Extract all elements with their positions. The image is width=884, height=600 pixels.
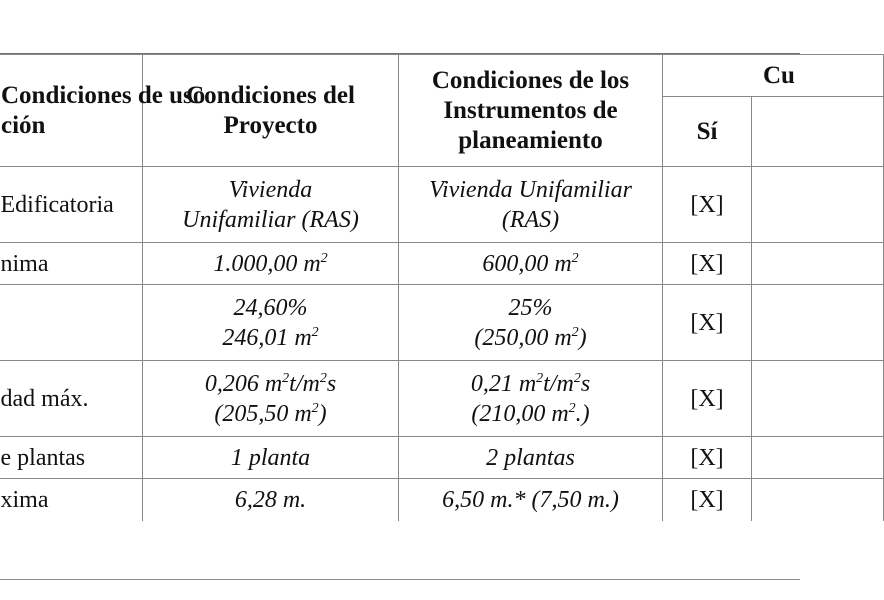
- header-instruments-line1: Condiciones de los: [431, 66, 630, 94]
- header-instruments-line3: planeamiento: [458, 126, 603, 154]
- project-line1: [147, 369, 394, 399]
- row-label-text: xima: [0, 486, 49, 513]
- value-text: t/m: [543, 370, 574, 397]
- instruments-line1: 25%: [508, 294, 553, 321]
- instruments-line1: Vivienda Unifamiliar: [429, 176, 632, 203]
- header-instruments-conditions: [399, 55, 663, 167]
- row-label-text: Edificatoria: [0, 191, 114, 218]
- check-no-cell: [752, 437, 884, 479]
- check-yes-cell: [X]: [663, 285, 752, 361]
- row-label: [0, 285, 143, 361]
- value-tail: s: [580, 370, 591, 397]
- check-yes-cell: [X]: [663, 437, 752, 479]
- check-no-cell: [752, 167, 884, 243]
- instruments-line2: (RAS): [501, 206, 560, 233]
- instruments-line2: [403, 399, 658, 429]
- instruments-cell: [399, 243, 663, 285]
- project-cell: [143, 243, 399, 285]
- superscript: 2: [311, 400, 319, 416]
- superscript: 2: [571, 250, 579, 266]
- value-tail: ): [578, 324, 587, 351]
- superscript: 2: [568, 400, 576, 416]
- value-text: 1.000,00 m: [213, 250, 321, 277]
- value-text: 0,206 m: [204, 370, 283, 397]
- row-label: [0, 437, 143, 479]
- project-cell: [143, 361, 399, 437]
- project-cell: [143, 167, 399, 243]
- row-label: [0, 479, 143, 521]
- value-text: 246,01 m: [222, 324, 312, 351]
- superscript: 2: [571, 324, 579, 340]
- header-project-line1: Condiciones del: [186, 81, 355, 109]
- check-yes-cell: [X]: [663, 243, 752, 285]
- check-yes-cell: [X]: [663, 479, 752, 521]
- check-no-cell: [752, 243, 884, 285]
- superscript: 2: [320, 250, 328, 266]
- project-line1: Vivienda: [228, 176, 313, 203]
- project-line2: [147, 399, 394, 429]
- value-tail: .): [575, 400, 590, 427]
- check-no-cell: [752, 285, 884, 361]
- row-label: [0, 167, 143, 243]
- value-text: (210,00 m: [471, 400, 569, 427]
- row-label-text: dad máx.: [0, 385, 89, 412]
- project-cell: [143, 285, 399, 361]
- project-cell: 6,28 m.: [143, 479, 399, 521]
- value-tail: ): [318, 400, 327, 427]
- project-line2: Unifamiliar (RAS): [182, 206, 359, 233]
- instruments-cell: [399, 285, 663, 361]
- header-no-empty: [752, 97, 884, 167]
- table-row: [0, 285, 884, 361]
- check-yes-cell: [X]: [663, 167, 752, 243]
- planning-conditions-table: [0, 54, 884, 521]
- bottom-rule: [0, 579, 800, 580]
- superscript: 2: [536, 370, 544, 386]
- row-label-text: e plantas: [0, 444, 86, 471]
- header-conditions-line1: Condiciones de uso: [1, 81, 206, 109]
- value-text: (250,00 m: [474, 324, 572, 351]
- table-row: [0, 437, 884, 479]
- header-instruments-line2: Instrumentos de: [443, 96, 618, 124]
- table-row: [0, 479, 884, 521]
- header-compliance: Cu: [663, 55, 884, 97]
- value-tail: s: [326, 370, 337, 397]
- value-text: (205,50 m: [214, 400, 312, 427]
- instruments-cell: [399, 167, 663, 243]
- value-text: t/m: [289, 370, 320, 397]
- superscript: 2: [573, 370, 581, 386]
- superscript: 2: [311, 324, 319, 340]
- superscript: 2: [319, 370, 327, 386]
- instruments-line2: [403, 323, 658, 353]
- table-row: [0, 361, 884, 437]
- superscript: 2: [282, 370, 290, 386]
- value-text: 600,00 m: [482, 250, 572, 277]
- check-yes-cell: [X]: [663, 361, 752, 437]
- value-text: 0,21 m: [470, 370, 537, 397]
- header-conditions-line2: ción: [1, 111, 46, 139]
- check-no-cell: [752, 479, 884, 521]
- header-project-line2: Proyecto: [223, 111, 318, 139]
- table-row: [0, 167, 884, 243]
- instruments-cell: [399, 361, 663, 437]
- instruments-line1: [403, 369, 658, 399]
- header-conditions-of-use: [0, 55, 206, 167]
- table-row: [0, 243, 884, 285]
- project-line1: 24,60%: [233, 294, 308, 321]
- instruments-cell: 6,50 m.* (7,50 m.): [399, 479, 663, 521]
- header-yes: Sí: [663, 97, 752, 167]
- row-label: [0, 243, 143, 285]
- row-label-text: nima: [0, 250, 49, 277]
- header-project-conditions: [143, 55, 399, 167]
- instruments-cell: 2 plantas: [399, 437, 663, 479]
- project-line2: [147, 323, 394, 353]
- row-label: [0, 361, 143, 437]
- check-no-cell: [752, 361, 884, 437]
- project-cell: 1 planta: [143, 437, 399, 479]
- header-row: [0, 55, 884, 97]
